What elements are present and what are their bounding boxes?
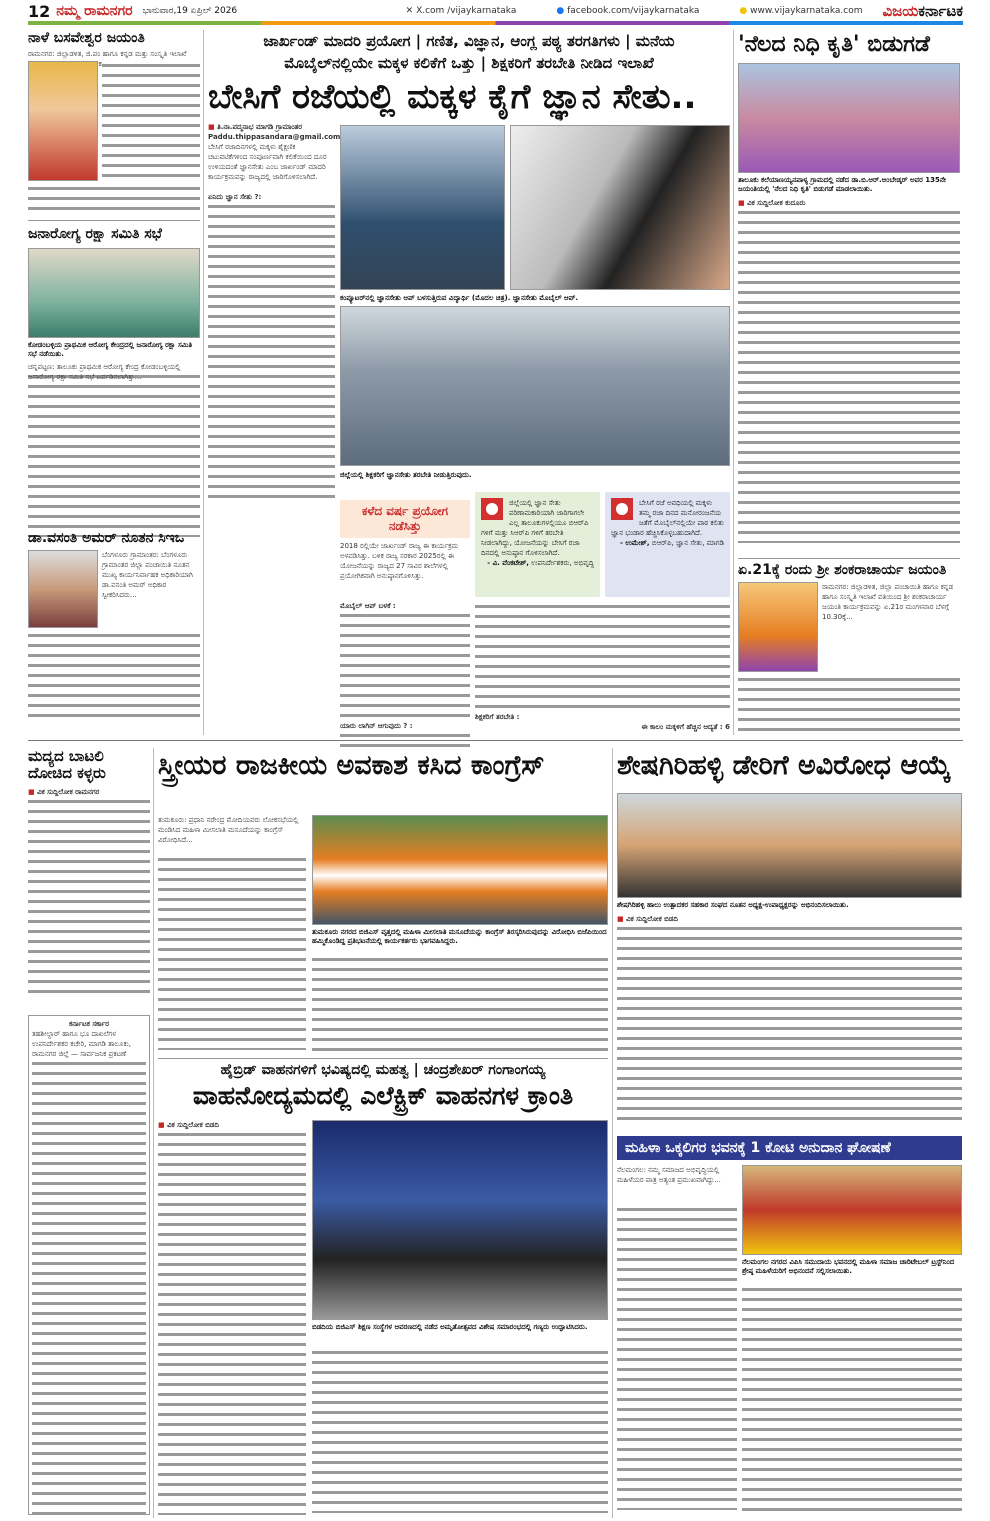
byline: ■ ತಿ.ನಾ.ಪದ್ಮನಾಭ ಮಾಗಡಿ ಗ್ರಾಮಾಂತರ <box>208 122 335 132</box>
protest-photo <box>312 815 608 925</box>
lamp-lighting-photo <box>312 1120 608 1320</box>
quote-icon <box>611 498 633 520</box>
ev-story <box>158 1062 608 1111</box>
body-text <box>102 61 200 181</box>
lead-headline: ಬೇಸಿಗೆ ರಜೆಯಲ್ಲಿ ಮಕ್ಕಳ ಕೈಗೆ ಜ್ಞಾನ ಸೇತು.. <box>208 77 697 117</box>
lead-text: ರಾಮನಗರ: ಜಿಲ್ಲಾಡಳಿತ, ಜಿ.ಪಂ ಹಾಗೂ ಕನ್ನಡ ಮತ್ತು ಸಂಸ್ಕೃತಿ ಇಲಾಖೆ <box>28 50 187 59</box>
student-computer-photo <box>340 125 505 290</box>
photo-caption: ತುಮಕೂರು ನಗರದ ಬಿಜಿಎಸ್ ವೃತ್ತದಲ್ಲಿ ಮಹಿಳಾ ಮೀಸಲಾತಿ ಮಸೂದೆಯನ್ನು ಕಾಂಗ್ರೆಸ್ ತಿರಸ್ಕರಿಸಿರುವುದನ್ನು ವಿರೋಧಿಸಿ ಬಿಜೆಪಿಯಿಂದ ಹಮ್ಮಿಕೊಂಡಿದ್ದ ಪ್ರತಿಭಟನೆಯಲ್ಲಿ ಕಾರ್ಯಕರ್ತರು ಭಾಗವಹಿಸಿದ್ದರು. <box>312 928 607 945</box>
byline: ■ ವಿಕ ಸುದ್ದಿಲೋಕ ರಾಮನಗರ <box>28 787 150 797</box>
lead-body-2 <box>340 500 470 751</box>
headline: ಸ್ತ್ರೀಯರ ರಾಜಕೀಯ ಅವಕಾಶ ಕಸಿದ ಕಾಂಗ್ರೆಸ್ <box>158 750 545 781</box>
book-release-photo <box>738 63 960 173</box>
shankaracharya-image <box>738 582 818 672</box>
public-notice <box>28 1015 150 1515</box>
kicker-1: ಜಾರ್ಖಂಡ್ ಮಾದರಿ ಪ್ರಯೋಗ | ಗಣಿತ, ವಿಜ್ಞಾನ, ಆಂಗ್ಲ ಪಠ್ಯ ತರಗತಿಗಳು | ಮನೆಯ <box>263 32 675 50</box>
headline: ಜನಾರೋಗ್ಯ ರಕ್ಷಾ ಸಮಿತಿ ಸಭೆ <box>28 226 162 242</box>
subhead: ಏನಿದು ಜ್ಞಾನ ಸೇತು ?: <box>208 193 262 201</box>
ev-body <box>158 1120 306 1515</box>
lead-text: ಬೆಂಗಳೂರು ಗ್ರಾಮಾಂತರ: ಬೆಂಗಳೂರು ಗ್ರಾಮಾಂತರ ಜಿಲ್ಲಾ ಪಂಚಾಯಿತಿ ನೂತನ ಮುಖ್ಯ ಕಾರ್ಯನಿರ್ವಾಹಕ ಅಧಿಕಾರಿಯಾಗಿ ಡಾ.ವಸಂತಿ ಅಮರ್ ಅಧಿಕಾರ ಸ್ವೀಕರಿಸಿದರು... <box>102 551 193 600</box>
website-link[interactable]: ● www.vijaykarnataka.com <box>739 6 863 16</box>
subhead: ಶಿಕ್ಷಕರಿಗೆ ತರಬೇತಿ : <box>475 713 520 721</box>
box-title: ಕಳೆದ ವರ್ಷ ಪ್ರಯೋಗ ನಡೆಸಿತ್ತು <box>361 504 449 533</box>
headline: ವಾಹನೋದ್ಯಮದಲ್ಲಿ ಎಲೆಕ್ಟ್ರಿಕ್ ವಾಹನಗಳ ಕ್ರಾಂತಿ <box>192 1081 574 1110</box>
headline: ಏ.21ಕ್ಕೆ ರಂದು ಶ್ರೀ ಶಂಕರಾಚಾರ್ಯ ಜಯಂತಿ <box>738 562 947 578</box>
x-link[interactable]: ✕ X.com /vijaykarnataka <box>405 6 517 16</box>
photo-caption: ಶೇಷಗಿರಿಹಳ್ಳಿ ಹಾಲು ಉತ್ಪಾದಕರ ಸಹಕಾರ ಸಂಘದ ನೂತನ ಅಧ್ಯಕ್ಷ-ಉಪಾಧ್ಯಕ್ಷರನ್ನು ಅಭಿನಂದಿಸಲಾಯಿತು. <box>617 901 849 910</box>
page-number: 12 <box>28 1 51 21</box>
date: ಭಾನುವಾರ,19 ಏಪ್ರಿಲ್ 2026 <box>142 6 238 16</box>
liquor-theft-story <box>28 748 150 997</box>
header-rule <box>28 21 963 25</box>
email[interactable]: Paddu.thippasandara@gmail.com <box>208 133 341 141</box>
subhead: ಯಾರು ಲಾಗಿನ್ ಆಗುವುದು ? : <box>340 722 413 730</box>
nelada-nidhi-story <box>738 32 960 543</box>
photo-caption: ಬಿಡದಿಯ ಬಿಜಿಎಸ್ ಶಿಕ್ಷಣ ಸಂಸ್ಥೆಗಳ ಆವರಣದಲ್ಲಿ ನಡೆದ ಅಮೃತೋತ್ಸವದ ವಿಶೇಷ ಸಮಾರಂಭದಲ್ಲಿ ಗಣ್ಯರು ಉದ್ಘಾಟಿಸಿದರು. <box>312 1323 588 1331</box>
lead-body-3 <box>475 602 730 732</box>
dairy-story <box>617 750 962 1124</box>
photo-caption: ಕಂಪ್ಯೂಟರ್‌ನಲ್ಲಿ ಜ್ಞಾನಸೇತು ಆಪ್ ಬಳಸುತ್ತಿರುವ ವಿದ್ಯಾರ್ಥಿ (ಮೊದಲ ಚಿತ್ರ). ಜ್ಞಾನಸೇತು ಮೊಬೈಲ್ ಆಪ್. <box>340 294 578 302</box>
congress-body <box>158 815 306 1050</box>
vokkaliga-banner: ಮಹಿಳಾ ಒಕ್ಕಲಿಗರ ಭವನಕ್ಕೆ 1 ಕೋಟಿ ಅನುದಾನ ಘೋಷಣೆ <box>617 1136 962 1160</box>
lead-text: ರಾಮನಗರ: ಜಿಲ್ಲಾಡಳಿತ, ಜಿಲ್ಲಾ ಪಂಚಾಯಿತಿ ಹಾಗೂ ಕನ್ನಡ ಹಾಗೂ ಸಂಸ್ಕೃತಿ ಇಲಾಖೆ ವತಿಯಿಂದ ಶ್ರೀ ಶಂಕರಾಚಾರ್ಯ ಜಯಂತಿ ಕಾರ್ಯಕ್ರಮವನ್ನು ಏ.21ರ ಮಂಗಳವಾರ ಬೆಳಗ್ಗೆ 10.30ಕ್ಕೆ... <box>822 583 954 622</box>
congress-story <box>158 750 608 781</box>
byline: ■ ವಿಕ ಸುದ್ದಿಲೋಕ ಬಿಡದಿ <box>158 1120 306 1130</box>
lead-text: ಚನ್ನಪಟ್ಟಣ: ತಾಲೂಕು ಪ್ರಾಥಮಿಕ ಆರೋಗ್ಯ ಕೇಂದ್ರ ಕೋಡಂಬಳ್ಳಿಯಲ್ಲಿ ಜನಾರೋಗ್ಯ ರಕ್ಷಾ ಸಮಿತಿ ಸಭೆ ಏರ್ಪಡಿಸಲಾಗಿತ್ತು... <box>28 363 181 382</box>
notice-title: ಕರ್ನಾಟಕ ಸರ್ಕಾರ <box>69 1020 109 1028</box>
facebook-link[interactable]: ● facebook.com/vijaykarnataka <box>556 6 700 16</box>
notice-text: ತಹಶೀಲ್ದಾರ್ ಹಾಗೂ ಭೂ ದಾಖಲೆಗಳ ಉಪನಿರ್ದೇಶಕರ ಕಚೇರಿ, ಮಾಗಡಿ ತಾಲೂಕು, ರಾಮನಗರ ಜಿಲ್ಲೆ — ಸಾರ್ವಜನಿಕ ಪ್ರಕಟಣೆ <box>32 1030 131 1058</box>
logo: ವಿಜಯಕರ್ನಾಟಕ <box>882 2 963 20</box>
shankaracharya-story <box>738 562 960 735</box>
quote-venkatesh: ಜಿಲ್ಲೆಯಲ್ಲಿ ಜ್ಞಾನ ಸೇತು ಪರಿಣಾಮಕಾರಿಯಾಗಿ ಜಾರಿಗಾಗಲೇ ಎಲ್ಲ ತಾಲೂಕುಗಳಲ್ಲಿಯೂ ಬಿಆರ್‌ಪಿ ಗಳಿಗೆ ಮತ್ತು ಸಿಆರ್‌ಪಿ ಗಳಿಗೆ ತರಬೇತಿ ನೀಡಲಾಗಿದ್ದು, ಯೋಜನೆಯನ್ನು ಬೇಸಿಗೆ ರಜಾ ದಿನದಲ್ಲಿ ಅನುಷ್ಠಾನ ಗೊಳಿಸಲಾಗಿದೆ. - ವಿ. ವೆಂಕಟೇಶ್, ಉಪನಿರ್ದೇಶಕರು, ಅಭಿವೃದ್ಧಿ <box>475 492 600 597</box>
felicitation-photo <box>742 1165 962 1255</box>
photo-caption: ಕೋಡಂಬಳ್ಳಿಯ ಪ್ರಾಥಮಿಕ ಆರೋಗ್ಯ ಕೇಂದ್ರದಲ್ಲಿ ಜನಾರೋಗ್ಯ ರಕ್ಷಾ ಸಮಿತಿ ಸಭೆ ನಡೆಯಿತು. <box>28 341 193 359</box>
photo-caption: ತಾಲೂಕು ಕಲೆಯಾಣಯ್ಯನಪಾಳ್ಯ ಗ್ರಾಮದಲ್ಲಿ ನಡೆದ ಡಾ.ಬಿ.ಆರ್.ಅಂಬೇಡ್ಕರ್ ಅವರ 135ನೇ ಜಯಂತಿಯಲ್ಲಿ 'ನೆಲದ ನಿಧಿ ಕೃತಿ' ಬಿಡುಗಡೆ ಮಾಡಲಾಯಿತು. <box>738 176 947 194</box>
basava-jayanti-story <box>28 30 200 214</box>
teacher-training-photo <box>340 306 730 466</box>
janarogya-story <box>28 226 200 537</box>
lead-text: ನೆಲಮಂಗಲ: ನಮ್ಮ ಸಮಾಜದ ಅಭಿವೃದ್ಧಿಯಲ್ಲಿ ಮಹಿಳೆಯರ ಪಾತ್ರ ಅತ್ಯಂತ ಪ್ರಮುಖವಾಗಿದ್ದು... <box>617 1166 721 1184</box>
dairy-group-photo <box>617 793 962 898</box>
headline: ಶೇಷಗಿರಿಹಳ್ಳಿ ಡೇರಿಗೆ ಅವಿರೋಧ ಆಯ್ಕೆ <box>617 750 951 781</box>
mobile-app-photo <box>510 125 730 290</box>
lead-story-headings <box>208 32 730 117</box>
byline: ■ ವಿಕ ಸುದ್ದಿಲೋಕ ಕುದೂರು <box>738 198 960 208</box>
box-text: 2018 ರಲ್ಲಿಯೇ ಜಾರ್ಖಂಡ್ ರಾಜ್ಯ ಈ ಕಾರ್ಯಕ್ರಮ ಅಳವಡಿಸಿತ್ತು. ಬಳಿಕ ರಾಜ್ಯ ಸರಕಾರ 2025ರಲ್ಲಿ ಈ ಯೋಜನೆಯನ್ನು ರಾಜ್ಯದ 27 ಸಾವಿರ ಶಾಲೆಗಳಲ್ಲಿ ಪ್ರಯೋಗಿಕವಾಗಿ ಅನುಷ್ಠಾನಗೊಳಿಸಿತ್ತು. <box>340 542 459 580</box>
meeting-photo <box>28 248 200 338</box>
lead-body <box>208 122 341 502</box>
headline: ಮದ್ಯದ ಬಾಟಲಿ ದೋಚಿದ ಕಳ್ಳರು <box>28 747 106 783</box>
kicker-2: ಮೊಬೈಲ್‌ನಲ್ಲಿಯೇ ಮಕ್ಕಳ ಕಲಿಕೆಗೆ ಒತ್ತು | ಶಿಕ್ಷಕರಿಗೆ ತರಬೇತಿ ನೀಡಿದ ಇಲಾಖೆ <box>284 54 654 72</box>
byline: ■ ವಿಕ ಸುದ್ದಿಲೋಕ ಬಿಡದಿ <box>617 914 962 924</box>
photo-caption: ನೆಲಮಂಗಲ ನಗರದ ವಿಪಿಸಿ ಸಮುದಾಯ ಭವನದಲ್ಲಿ ಮಹಿಳಾ ಸಮಾಜ ಚಾರಿಟೇಬಲ್ ಟ್ರಸ್ಟ್‌ನಿಂದ ಶ್ರೇಷ್ಠ ಮಹಿಳೆಯರಿಗೆ ಅಭಿನಂದನೆ ಸಲ್ಲಿಸಲಾಯಿತು. <box>742 1258 955 1275</box>
lead-text: ಬೇಸಿಗೆ ರಜಾದಿನಗಳಲ್ಲಿ ಮಕ್ಕಳು ಶೈಕ್ಷಣಿಕ ಚಟುವಟಿಕೆಗಳಿಂದ ಸಂಪೂರ್ಣವಾಗಿ ಕಲಿಕೆಯಿಂದ ದೂರ ಉಳಿಯದಂತೆ ಜ್ಞಾನಸೇತು ಎಂಬ ಜಾರ್ಖಂಡ್ ಮಾದರಿ ಕಾರ್ಯಕ್ರಮವನ್ನು ರಾಜ್ಯದಲ್ಲಿ ಜಾರಿಗೊಳಿಸಲಾಗಿದೆ. <box>208 143 327 181</box>
page-header <box>28 0 963 22</box>
quote-icon <box>481 498 503 520</box>
quote-umesh: ಬೇಸಿಗೆ ರಜೆ ಅವಧಿಯಲ್ಲಿ ಮಕ್ಕಳು ತಮ್ಮ ರಜಾ ದಿನದ ಮನೋರಂಜನೆಯ ಜತೆಗೆ ಮೊಬೈಲ್‌ನಲ್ಲಿಯೇ ಪಾಠ ಕಲಿತು ಜ್ಞಾನ ಭಂಡಾರ ಹೆಚ್ಚಿಸಿಕೊಳ್ಳಬಹುದಾಗಿದೆ. - ಉಮೇಶ್, ಬಿಆರ್‌ಪಿ, ಜ್ಞಾನ ಸೇತು, ಮಾಗಡಿ <box>605 492 730 597</box>
headline: 'ನೆಲದ ನಿಧಿ ಕೃತಿ' ಬಿಡುಗಡೆ <box>738 32 930 57</box>
basava-portrait <box>28 61 98 181</box>
photo-caption: ಜಿಲ್ಲೆಯಲ್ಲಿ ಶಿಕ್ಷಕರಿಗೆ ಜ್ಞಾನಸೇತು ತರಬೇತಿ ನೀಡುತ್ತಿರುವುದು. <box>340 471 472 479</box>
vokkaliga-body <box>617 1165 737 1510</box>
lead-text: ತುಮಕೂರು: ಪ್ರಧಾನಿ ನರೇಂದ್ರ ಮೋದಿಯವರು ಲೋಕಸಭೆಯಲ್ಲಿ ಮಂಡಿಸಿದ ಮಹಿಳಾ ಮೀಸಲಾತಿ ಮಸೂದೆಯನ್ನು ಕಾಂಗ್ರೆಸ್ ವಿರೋಧಿಸಿದೆ... <box>158 816 299 844</box>
subhead: ಮೊಬೈಲ್ ಆಪ್ ಬಳಕೆ : <box>340 602 396 610</box>
kicker: ಹೈಬ್ರಿಡ್ ವಾಹನಗಳಿಗೆ ಭವಿಷ್ಯದಲ್ಲಿ ಮಹತ್ವ | ಚಂದ್ರಶೇಖರ್ ಗಂಗಾಂಗಯ್ಯ <box>220 1062 546 1078</box>
ceo-photo <box>28 550 98 628</box>
ceo-story <box>28 530 200 721</box>
headline: ಡಾ.ವಸಂತಿ ಅಮರ್ ನೂತನ ಸಿಇಒ <box>28 530 185 546</box>
section-title: ನಮ್ಮ ರಾಮನಗರ <box>56 3 133 19</box>
headline: ನಾಳೆ ಬಸವೇಶ್ವರ ಜಯಂತಿ <box>28 30 145 46</box>
continued-note: ಈ ಕಾಲಂ ಮಕ್ಕಳಿಗೆ ಹೆಚ್ಚಿನ ಆದ್ಯತೆ : 6 <box>641 723 730 731</box>
